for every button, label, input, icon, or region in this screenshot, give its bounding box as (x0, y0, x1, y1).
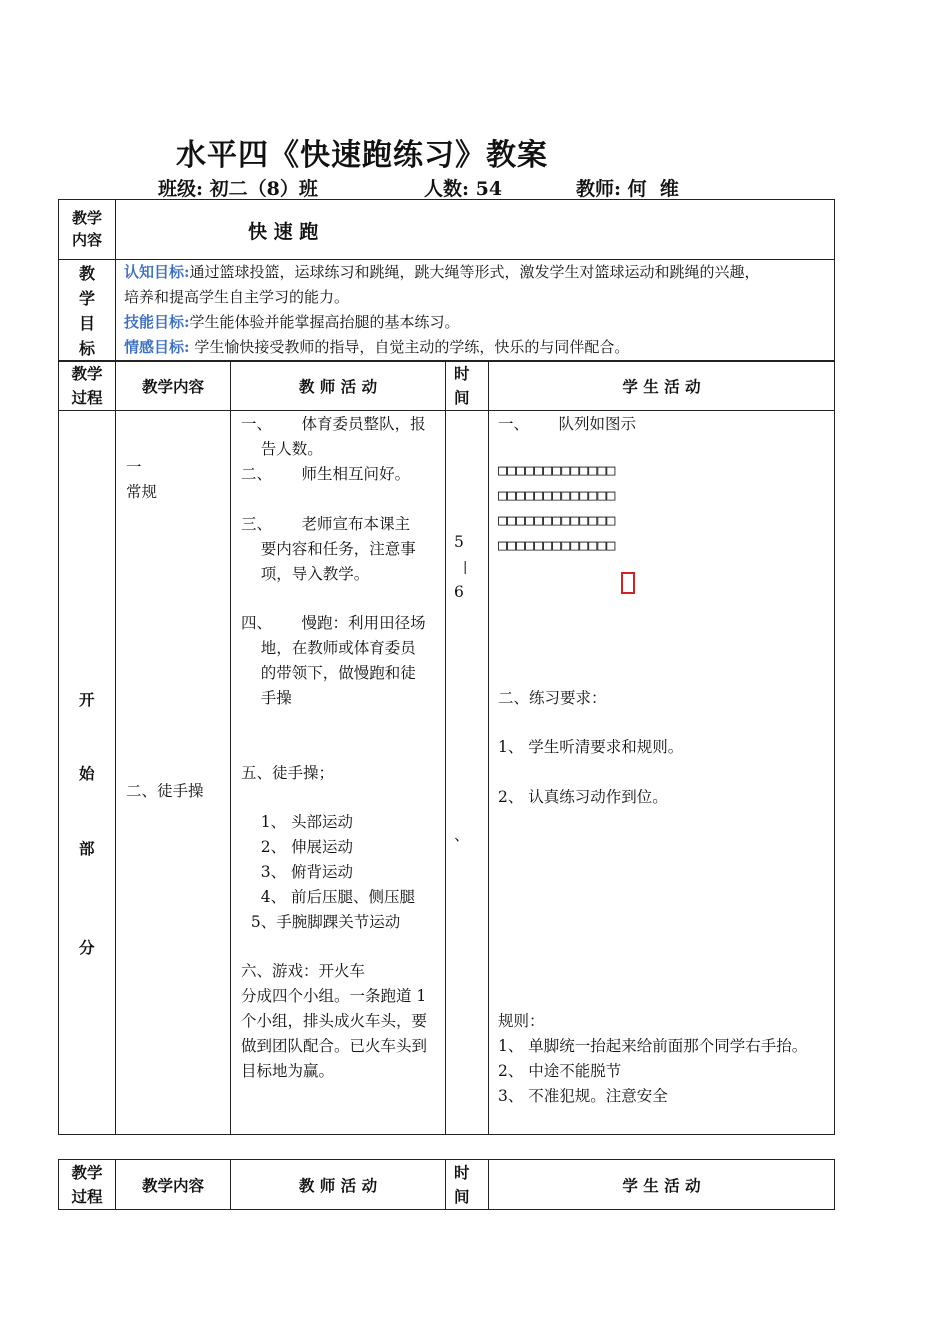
teacher-label: 教师: (576, 178, 622, 200)
teacher-line: 地，在教师或体育委员 (241, 639, 416, 657)
teacher-line: 四、 慢跑：利用田径场 (241, 614, 426, 632)
student-line: 3、 不准犯规。注意安全 (498, 1087, 668, 1105)
student-line: 1、 学生听清要求和规则。 (498, 738, 684, 756)
teacher-line: 手操 (241, 689, 292, 707)
goals-label-char: 标 (78, 339, 95, 358)
class-value: 初二（8）班 (209, 178, 318, 200)
header-time-1: 时 (454, 1163, 470, 1182)
time-mark: 、 (454, 826, 470, 844)
goals-label-char: 目 (78, 314, 95, 333)
header-process-1: 教学 (71, 1163, 103, 1182)
header-student: 学 生 活 动 (489, 361, 835, 411)
teacher-line: 六、游戏：开火车 (241, 962, 366, 980)
teacher-line: 3、 俯背运动 (241, 863, 353, 881)
student-activity-cell (489, 411, 835, 1135)
cognitive-goal-label: 认知目标: (124, 263, 190, 281)
teacher-line: 5、手腕脚踝关节运动 (241, 913, 401, 931)
info-table (58, 199, 835, 362)
teacher-line: 一、 体育委员整队，报 (241, 415, 426, 433)
student-line: 2、 中途不能脱节 (498, 1062, 622, 1080)
formation-row: □□□□□□□□□□□□□ (498, 511, 616, 529)
formation-row: □□□□□□□□□□□□□ (498, 461, 616, 479)
emotion-goal-text: 学生愉快接受教师的指导，自觉主动的学练，快乐的与同伴配合。 (194, 338, 630, 356)
goals-text-cell (116, 260, 835, 362)
header-content: 教学内容 (116, 361, 231, 411)
process-table (58, 360, 835, 1135)
content-item-1b: 常规 (126, 483, 158, 501)
teacher-line: 要内容和任务，注意事 (241, 540, 416, 558)
teacher-line: 项，导入教学。 (241, 565, 370, 583)
time-start: 5 (454, 533, 464, 551)
student-line: 一、 队列如图示 (498, 415, 637, 433)
student-line: 二、练习要求： (498, 689, 607, 707)
teacher-line: 个小组，排头成火车头，要 (241, 1012, 428, 1030)
teacher-line: 做到团队配合。已火车头到 (241, 1037, 428, 1055)
teacher-line: 二、 师生相互问好。 (241, 465, 411, 483)
content-value-cell (116, 200, 835, 260)
header-time (446, 361, 489, 411)
goals-label-cell (59, 260, 116, 362)
teacher-line: 目标地为赢。 (241, 1062, 335, 1080)
header-process-2: 过程 (71, 388, 103, 407)
class-label: 班级: (158, 178, 204, 200)
teacher-line: 分成四个小组。一条跑道 1 (241, 987, 427, 1005)
goals-label-char: 教 (78, 264, 95, 283)
teacher-line: 告人数。 (241, 440, 323, 458)
goals-label-char: 学 (78, 289, 95, 308)
teacher-line: 的带领下，做慢跑和徒 (241, 664, 416, 682)
count-label: 人数: (424, 178, 470, 200)
emotion-goal-label: 情感目标: (124, 338, 190, 356)
process-table-2 (58, 1159, 835, 1210)
teacher-line: 2、 伸展运动 (241, 838, 353, 856)
teacher-info (576, 174, 679, 201)
student-line: 2、 认真练习动作到位。 (498, 788, 668, 806)
header-time-2: 间 (454, 388, 470, 407)
cognitive-goal-text-2: 培养和提高学生自主学习的能力。 (124, 288, 350, 306)
header-teacher: 教 师 活 动 (231, 361, 446, 411)
teacher-line: 1、 头部运动 (241, 813, 353, 831)
class-info (158, 174, 318, 201)
header-time (446, 1160, 489, 1210)
count-info (424, 174, 502, 201)
section-content-cell (116, 411, 231, 1135)
header-process-1: 教学 (71, 364, 103, 383)
formation-row: □□□□□□□□□□□□□ (498, 536, 616, 554)
section-name-cell (59, 411, 116, 1135)
teacher-line: 五、徒手操； (241, 764, 335, 782)
section-char: 部 (79, 839, 95, 858)
skill-goal-label: 技能目标: (124, 313, 190, 331)
teacher-value: 何 维 (627, 178, 679, 200)
header-content: 教学内容 (116, 1160, 231, 1210)
time-dash: | (463, 560, 468, 575)
time-end: 6 (454, 583, 464, 601)
section-char: 开 (79, 690, 95, 709)
student-line: 规则： (498, 1012, 545, 1030)
count-value: 54 (475, 178, 503, 200)
student-line: 1、 单脚统一抬起来给前面那个同学右手抬。 (498, 1037, 808, 1055)
content-label-cell (59, 200, 116, 260)
page-title: 水平四《快速跑练习》教案 (176, 138, 548, 173)
skill-goal-text: 学生能体验并能掌握高抬腿的基本练习。 (189, 313, 460, 331)
teacher-activity-cell (231, 411, 446, 1135)
content-item-2: 二、徒手操 (126, 782, 204, 800)
content-value: 快 速 跑 (248, 221, 319, 243)
content-label-2: 内容 (71, 231, 102, 249)
teacher-line: 三、 老师宣布本课主 (241, 515, 411, 533)
header-process-2: 过程 (71, 1187, 103, 1206)
header-student: 学 生 活 动 (489, 1160, 835, 1210)
section-char: 始 (79, 764, 95, 783)
header-time-2: 间 (454, 1187, 470, 1206)
header-teacher: 教 师 活 动 (231, 1160, 446, 1210)
header-process (59, 361, 116, 411)
content-item-1a: 一 (126, 458, 142, 476)
section-char: 分 (79, 938, 95, 957)
teacher-line: 4、 前后压腿、侧压腿 (241, 888, 415, 906)
header-time-1: 时 (454, 364, 470, 383)
header-process (59, 1160, 116, 1210)
formation-row: □□□□□□□□□□□□□ (498, 486, 616, 504)
time-cell (446, 411, 489, 1135)
cognitive-goal-text: 通过篮球投篮，运球练习和跳绳，跳大绳等形式，激发学生对篮球运动和跳绳的兴趣， (189, 263, 760, 281)
content-label-1: 教学 (71, 209, 102, 227)
teacher-position-marker (621, 572, 635, 594)
